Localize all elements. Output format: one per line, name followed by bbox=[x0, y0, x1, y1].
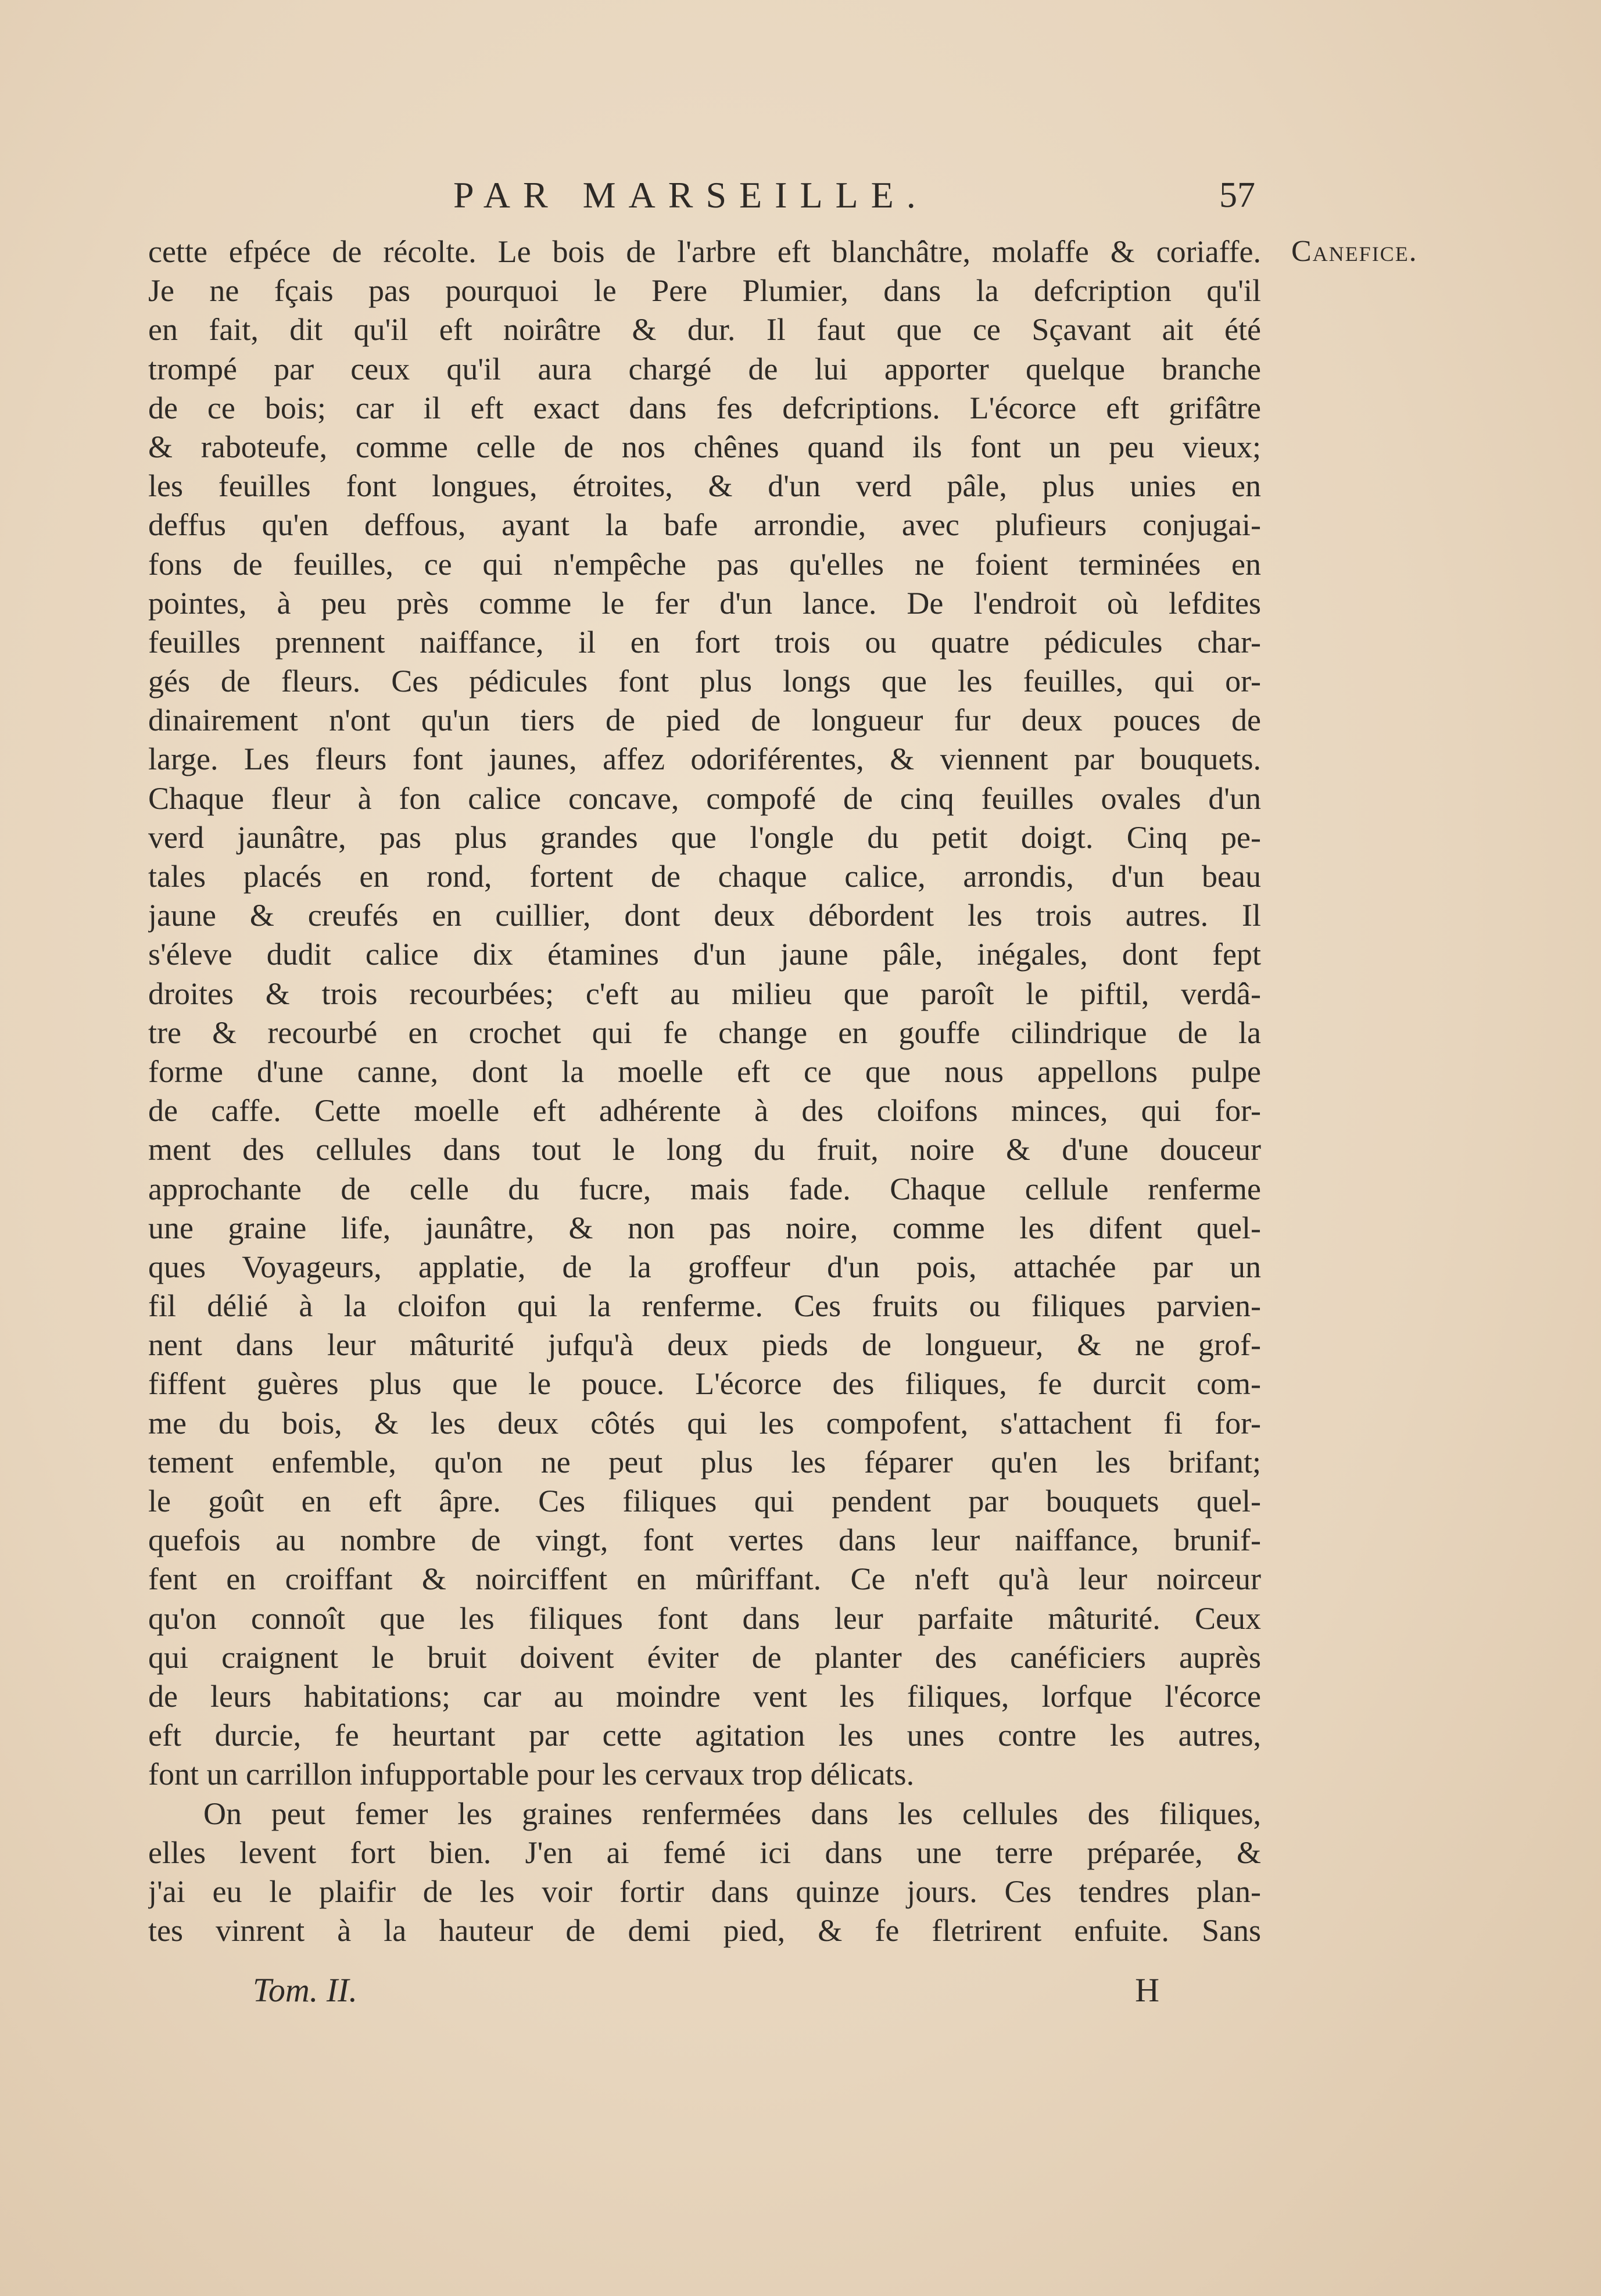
volume-signature: Tom. II. bbox=[253, 1971, 357, 2009]
text-line: eft durcie, fe heurtant par cette agitation les unes contre les autres, bbox=[148, 1718, 1261, 1753]
text-line: Je ne fçais pas pourquoi le Pere Plumier, dans la defcription qu'il bbox=[148, 273, 1261, 309]
text-line: verd jaunâtre, pas plus grandes que l'ongle du petit doigt. Cinq pe- bbox=[148, 819, 1261, 855]
text-line: le goût en eft âpre. Ces filiques qui pendent par bouquets quel- bbox=[148, 1484, 1261, 1518]
text-line: deffus qu'en deffous, ayant la bafe arrondie, avec plufieurs conjugai- bbox=[148, 507, 1261, 543]
text-line: fiffent guères plus que le pouce. L'écorce des filiques, fe durcit com- bbox=[148, 1366, 1261, 1402]
text-line: tales placés en rond, fortent de chaque calice, arrondis, d'un beau bbox=[148, 859, 1261, 894]
text-line: fons de feuilles, ce qui n'empêche pas qu'elles ne foient terminées en bbox=[148, 546, 1261, 582]
text-line: Chaque fleur à fon calice concave, compofé de cinq feuilles ovales d'un bbox=[148, 780, 1261, 816]
text-line: nent dans leur mâturité jufqu'à deux pieds de longueur, & ne grof- bbox=[148, 1327, 1261, 1363]
running-head-title: PAR MARSEILLE. bbox=[453, 174, 929, 216]
text-line: me du bois, & les deux côtés qui les compofent, s'attachent fi for- bbox=[148, 1405, 1261, 1441]
text-line: large. Les fleurs font jaunes, affez odoriférentes, & viennent par bouquets. bbox=[148, 742, 1261, 777]
page-footer bbox=[253, 1967, 1159, 2014]
text-line: s'éleve dudit calice dix étamines d'un jaune pâle, inégales, dont fept bbox=[148, 937, 1261, 972]
text-line: feuilles prennent naiffance, il en fort trois ou quatre pédicules char- bbox=[148, 624, 1261, 660]
page-number: 57 bbox=[1219, 175, 1255, 215]
text-line: de leurs habitations; car au moindre vent les filiques, lorfque l'écorce bbox=[148, 1678, 1261, 1714]
text-line: dinairement n'ont qu'un tiers de pied de longueur fur deux pouces de bbox=[148, 703, 1261, 738]
text-line: fil délié à la cloifon qui la renferme. Ces fruits ou filiques parvien- bbox=[148, 1288, 1261, 1324]
text-line: trompé par ceux qu'il aura chargé de lui apporter quelque branche bbox=[148, 351, 1261, 386]
text-line: jaune & creufés en cuillier, dont deux débordent les trois autres. Il bbox=[148, 898, 1261, 933]
text-line: j'ai eu le plaifir de les voir fortir dans quinze jours. Ces tendres plan- bbox=[148, 1874, 1261, 1909]
text-line: de caffe. Cette moelle eft adhérente à des cloifons minces, qui for- bbox=[148, 1093, 1261, 1129]
text-line: tement enfemble, qu'on ne peut plus les féparer qu'en les brifant; bbox=[148, 1444, 1261, 1480]
text-line: tes vinrent à la hauteur de demi pied, & fe fletrirent enfuite. Sans bbox=[148, 1913, 1261, 1948]
text-line: gés de fleurs. Ces pédicules font plus longs que les feuilles, qui or- bbox=[148, 664, 1261, 699]
text-line: cette efpéce de récolte. Le bois de l'arbre eft blanchâtre, molaffe & coriaffe. bbox=[148, 234, 1261, 269]
text-line: une graine life, jaunâtre, & non pas noire, comme les difent quel- bbox=[148, 1210, 1261, 1245]
text-line: & raboteufe, comme celle de nos chênes quand ils font un peu vieux; bbox=[148, 429, 1261, 464]
text-line: font un carrillon infupportable pour les cervaux trop délicats. bbox=[148, 1757, 915, 1792]
text-line: elles levent fort bien. J'en ai femé ici dans une terre préparée, & bbox=[148, 1835, 1261, 1870]
paragraph bbox=[148, 1794, 1261, 1951]
body-text bbox=[148, 232, 1261, 1950]
text-line: On peut femer les graines renfermées dans les cellules des filiques, bbox=[203, 1796, 1261, 1831]
text-line: ques Voyageurs, applatie, de la groffeur d'un pois, attachée par un bbox=[148, 1249, 1261, 1284]
text-line: approchante de celle du fucre, mais fade. Chaque cellule renferme bbox=[148, 1171, 1261, 1206]
text-line: en fait, dit qu'il eft noirâtre & dur. Il faut que ce Sçavant ait été bbox=[148, 312, 1261, 348]
text-line: qu'on connoît que les filiques font dans leur parfaite mâturité. Ceux bbox=[148, 1600, 1261, 1636]
text-line: de ce bois; car il eft exact dans fes defcriptions. L'écorce eft grifâtre bbox=[148, 390, 1261, 425]
text-line: les feuilles font longues, étroites, & d'un verd pâle, plus unies en bbox=[148, 468, 1261, 504]
text-line: pointes, à peu près comme le fer d'un lance. De l'endroit où lefdites bbox=[148, 585, 1261, 621]
gathering-signature: H bbox=[1135, 1971, 1159, 2009]
text-line: droites & trois recourbées; c'eft au milieu que paroît le piftil, verdâ- bbox=[148, 976, 1261, 1011]
paragraph bbox=[148, 232, 1261, 1794]
margin-note: Canefice. bbox=[1291, 235, 1418, 268]
text-line: ment des cellules dans tout le long du fruit, noire & d'une douceur bbox=[148, 1132, 1261, 1167]
running-head bbox=[453, 172, 1255, 219]
text-line: tre & recourbé en crochet qui fe change en gouffe cilindrique de la bbox=[148, 1015, 1261, 1050]
text-line: qui craignent le bruit doivent éviter de planter des canéficiers auprès bbox=[148, 1639, 1261, 1675]
text-line: quefois au nombre de vingt, font vertes dans leur naiffance, brunif- bbox=[148, 1523, 1261, 1558]
text-line: forme d'une canne, dont la moelle eft ce que nous appellons pulpe bbox=[148, 1054, 1261, 1089]
text-line: fent en croiffant & noirciffent en mûriffant. Ce n'eft qu'à leur noirceur bbox=[148, 1561, 1261, 1597]
